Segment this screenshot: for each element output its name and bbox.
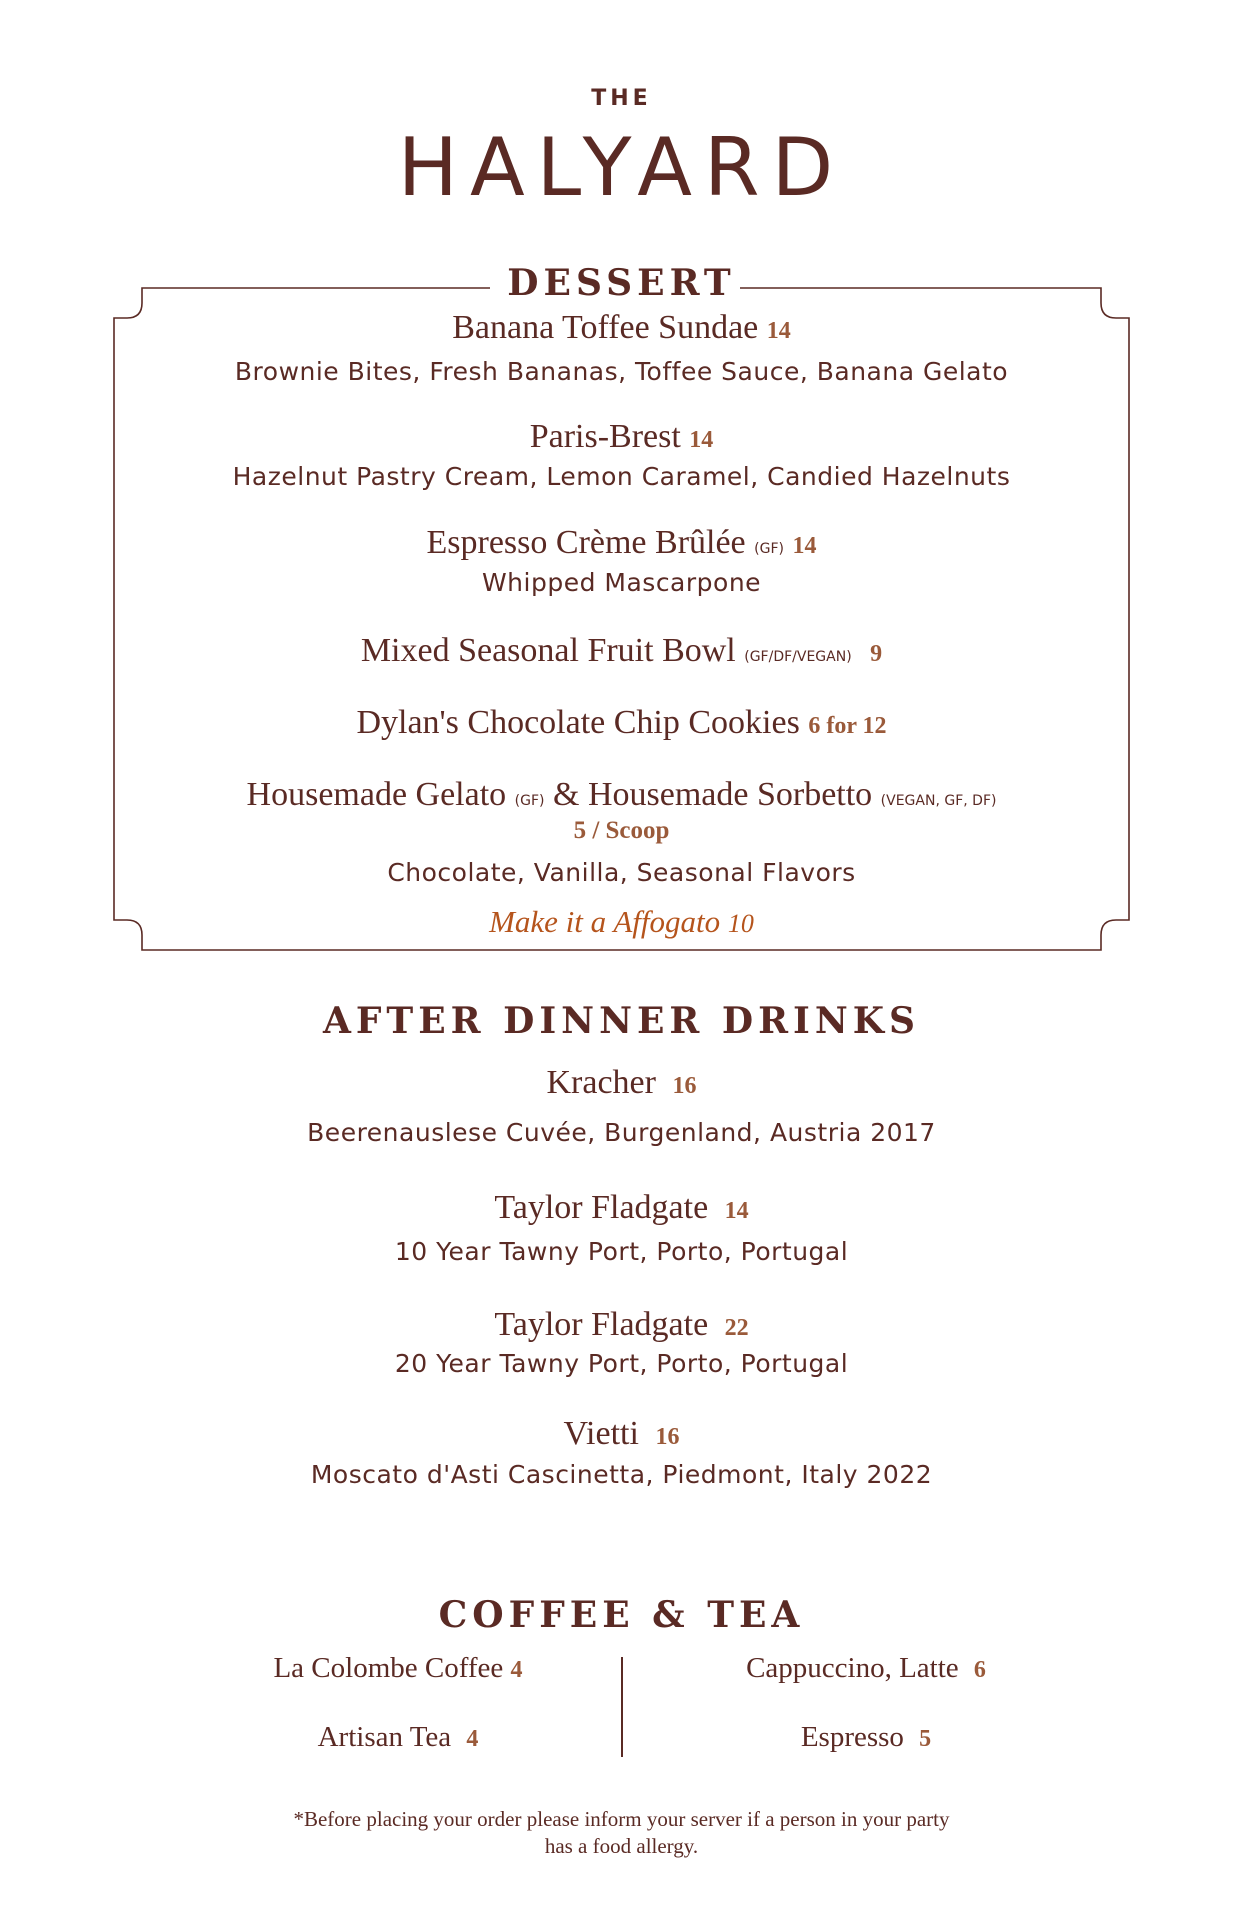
- item-price: 4: [510, 1657, 523, 1683]
- item-name: La Colombe Coffee: [273, 1652, 504, 1684]
- item-name: Artisan Tea: [317, 1721, 452, 1753]
- item-price: 5 / Scoop: [573, 817, 670, 844]
- drink-item-name: [0, 1308, 1243, 1342]
- item-description: Hazelnut Pastry Cream, Lemon Caramel, Candied Hazelnuts: [232, 462, 1011, 491]
- item-name: Taylor Fladgate: [494, 1306, 709, 1343]
- item-name: Housemade Gelato: [246, 776, 507, 813]
- drink-item-name: [0, 1066, 1243, 1100]
- drinks-title: AFTER DINNER DRINKS: [322, 1000, 921, 1042]
- dietary-tag: (GF/DF/VEGAN): [744, 649, 852, 665]
- affogato-addon: [0, 904, 1243, 940]
- item-price: 14: [792, 533, 817, 559]
- item-name: Dylan's Chocolate Chip Cookies: [356, 704, 800, 741]
- drink-item-name: [0, 1417, 1243, 1451]
- item-price: 5: [919, 1726, 932, 1752]
- item-description: Whipped Mascarpone: [481, 568, 762, 597]
- item-name: Kracher: [546, 1064, 656, 1101]
- item-name: Espresso Crème Brûlée: [426, 524, 746, 561]
- logo-the: THE: [591, 86, 652, 111]
- item-price: 14: [724, 1198, 749, 1224]
- allergy-note: [0, 1806, 1243, 1860]
- item-name: Paris-Brest: [529, 418, 681, 455]
- affogato-price: 10: [727, 909, 754, 938]
- column-divider: [621, 1657, 623, 1757]
- item-price: 6 for 12: [808, 713, 887, 739]
- dessert-item-name: [0, 526, 1243, 560]
- dessert-title: DESSERT: [507, 262, 736, 304]
- item-price: 16: [655, 1424, 680, 1450]
- item-price: 16: [672, 1073, 697, 1099]
- coffee-item: [656, 1721, 1076, 1754]
- item-name: Mixed Seasonal Fruit Bowl: [360, 632, 736, 669]
- item-description: Brownie Bites, Fresh Bananas, Toffee Sauce, Banana Gelato: [234, 357, 1009, 386]
- dessert-item-name: [0, 420, 1243, 454]
- allergy-note-line: has a food allergy.: [544, 1834, 699, 1858]
- item-name: Taylor Fladgate: [494, 1189, 709, 1226]
- item-price: 9: [870, 641, 883, 667]
- dessert-item-name: [0, 778, 1243, 812]
- item-name: Cappuccino, Latte: [746, 1652, 959, 1684]
- item-price: 14: [689, 427, 714, 453]
- item-name: Espresso: [800, 1721, 904, 1753]
- item-name: Vietti: [563, 1415, 639, 1452]
- dessert-item-name: [0, 634, 1243, 668]
- ampersand: &: [553, 776, 580, 813]
- coffee-item: [188, 1652, 608, 1685]
- dietary-tag: (VEGAN, GF, DF): [880, 793, 997, 809]
- dessert-item-name: [0, 311, 1243, 345]
- item-description: Moscato d'Asti Cascinetta, Piedmont, Italy 2022: [310, 1460, 933, 1489]
- allergy-note-line: *Before placing your order please inform your server if a person in your party: [293, 1807, 950, 1831]
- dietary-tag: (GF): [754, 541, 784, 557]
- item-price: 22: [724, 1315, 749, 1341]
- affogato-label: Make it a Affogato: [489, 904, 721, 939]
- item-description: Chocolate, Vanilla, Seasonal Flavors: [387, 858, 856, 887]
- item-price: 14: [766, 318, 791, 344]
- item-name: Housemade Sorbetto: [587, 776, 873, 813]
- item-price: 4: [466, 1726, 479, 1752]
- item-description: Beerenauslese Cuvée, Burgenland, Austria 2017: [307, 1118, 936, 1147]
- item-price: 6: [973, 1657, 986, 1683]
- item-description: 20 Year Tawny Port, Porto, Portugal: [394, 1349, 849, 1378]
- logo-halyard: HALYARD: [397, 121, 846, 214]
- dessert-item-name: [0, 706, 1243, 740]
- dietary-tag: (GF): [514, 793, 545, 809]
- coffee-item: [188, 1721, 608, 1754]
- item-name: Banana Toffee Sundae: [452, 309, 759, 346]
- coffee-title: COFFEE & TEA: [438, 1594, 805, 1636]
- item-description: 10 Year Tawny Port, Porto, Portugal: [394, 1237, 849, 1266]
- coffee-item: [656, 1652, 1076, 1685]
- drink-item-name: [0, 1191, 1243, 1225]
